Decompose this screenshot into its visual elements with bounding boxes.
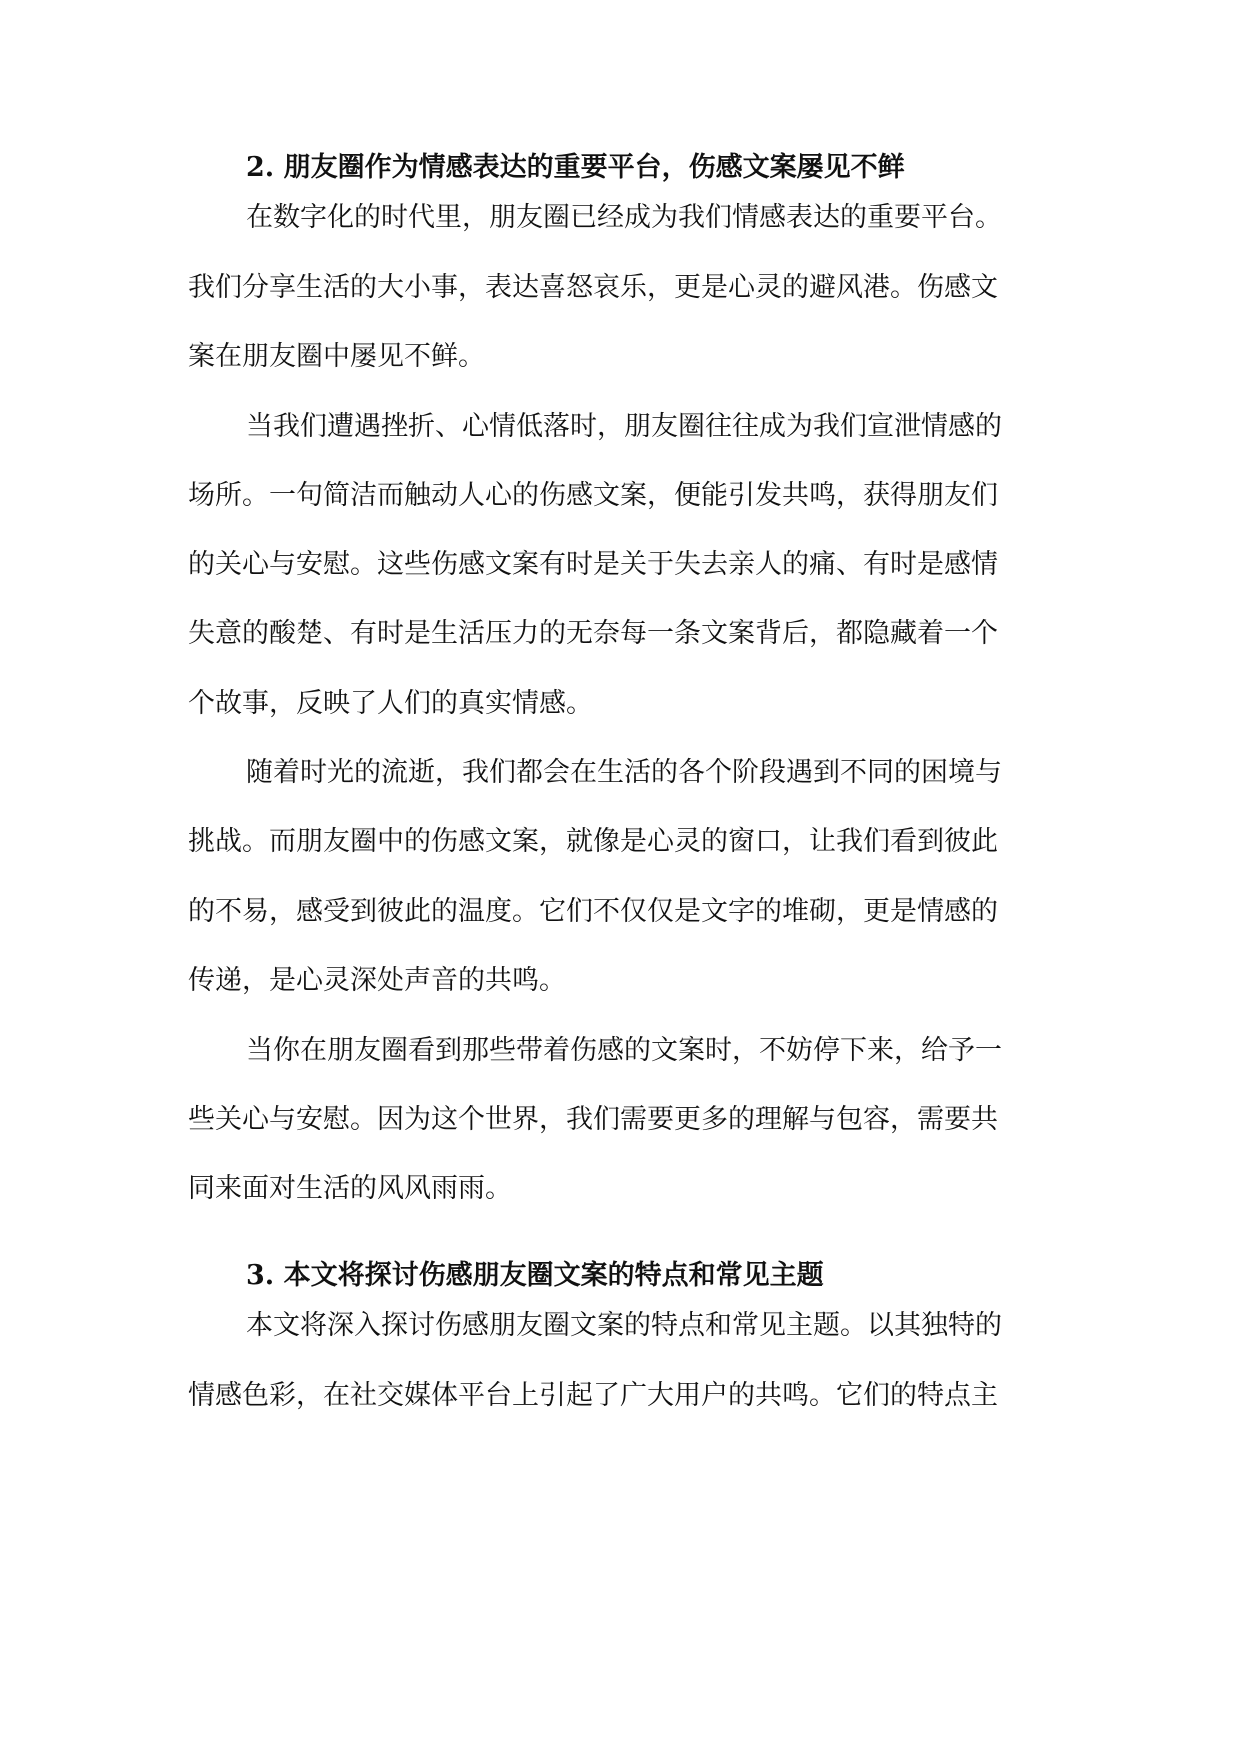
text-line: 情感色彩，在社交媒体平台上引起了广大用户的共鸣。它们的特点主	[188, 1380, 998, 1411]
text-line: 些关心与安慰。因为这个世界，我们需要更多的理解与包容，需要共	[188, 1104, 998, 1135]
text-line: 在数字化的时代里，朋友圈已经成为我们情感表达的重要平台。	[246, 202, 1002, 233]
text-line: 失意的酸楚、有时是生活压力的无奈每一条文案背后，都隐藏着一个	[188, 618, 998, 649]
text-line: 挑战。而朋友圈中的伤感文案，就像是心灵的窗口，让我们看到彼此	[188, 826, 998, 857]
text-line: 当你在朋友圈看到那些带着伤感的文案时，不妨停下来，给予一	[246, 1035, 1002, 1066]
text-line: 的关心与安慰。这些伤感文案有时是关于失去亲人的痛、有时是感情	[188, 549, 998, 580]
section-3-heading: 3. 本文将探讨伤感朋友圈文案的特点和常见主题	[246, 1260, 824, 1291]
text-line: 案在朋友圈中屡见不鲜。	[188, 341, 485, 372]
text-line: 个故事，反映了人们的真实情感。	[188, 688, 593, 719]
text-line: 传递，是心灵深处声音的共鸣。	[188, 965, 566, 996]
text-line: 本文将深入探讨伤感朋友圈文案的特点和常见主题。以其独特的	[246, 1310, 1002, 1341]
text-line: 同来面对生活的风风雨雨。	[188, 1173, 512, 1204]
text-line: 当我们遭遇挫折、心情低落时，朋友圈往往成为我们宣泄情感的	[246, 411, 1002, 442]
text-line: 的不易，感受到彼此的温度。它们不仅仅是文字的堆砌，更是情感的	[188, 896, 998, 927]
text-line: 随着时光的流逝，我们都会在生活的各个阶段遇到不同的困境与	[246, 757, 1002, 788]
text-line: 我们分享生活的大小事，表达喜怒哀乐，更是心灵的避风港。伤感文	[188, 272, 998, 303]
section-2-heading: 2. 朋友圈作为情感表达的重要平台，伤感文案屡见不鲜	[246, 152, 905, 183]
text-line: 场所。一句简洁而触动人心的伤感文案，便能引发共鸣，获得朋友们	[188, 480, 998, 511]
